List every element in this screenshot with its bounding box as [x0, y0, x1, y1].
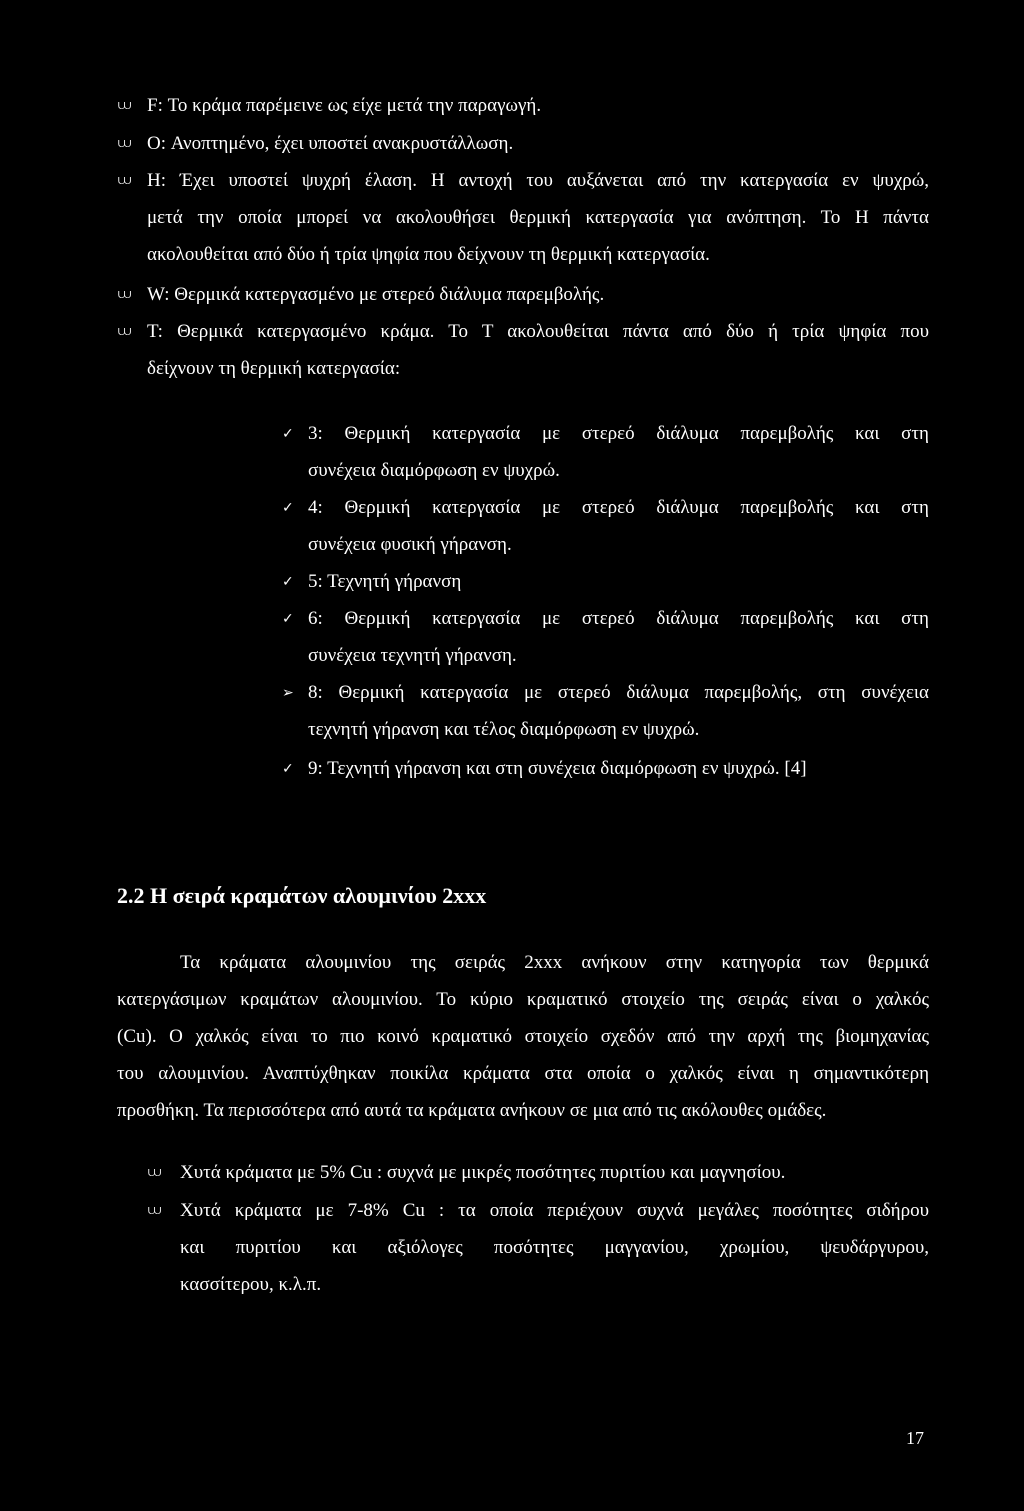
- group-2-line-2: και πυριτίου και αξιόλογες ποσότητες μαγγανίου, χρωμίου, ψευδάργυρου,: [180, 1237, 929, 1258]
- check-icon: ✓: [282, 500, 294, 516]
- bullet-icon: ⩊: [118, 287, 132, 302]
- paragraph-line-5: προσθήκη. Τα περισσότερα από αυτά τα κράματα ανήκουν σε μια από τις ακόλουθες ομάδες.: [117, 1100, 827, 1121]
- subtype-6-line-2: συνέχεια τεχνητή γήρανση.: [308, 645, 517, 666]
- group-2-line-1: Χυτά κράματα με 7-8% Cu : τα οποία περιέχουν συχνά μεγάλες ποσότητες σιδήρου: [180, 1200, 929, 1221]
- temper-t-line-1: T: Θερμικά κατεργασμένο κράμα. Το Τ ακολουθείται πάντα από δύο ή τρία ψηφία που: [147, 321, 929, 342]
- paragraph-line-2: κατεργάσιμων κραμάτων αλουμινίου. Το κύριο κραματικό στοιχείο της σειράς είναι ο χαλκός: [117, 989, 929, 1010]
- subtype-3-line-2: συνέχεια διαμόρφωση εν ψυχρώ.: [308, 460, 560, 481]
- paragraph-line-4: του αλουμινίου. Αναπτύχθηκαν ποικίλα κράματα στα οποία ο χαλκός είναι η σημαντικότερη: [117, 1063, 929, 1084]
- page-number: 17: [906, 1428, 924, 1448]
- bullet-icon: ⩊: [118, 136, 132, 151]
- bullet-icon: ⩊: [148, 1165, 162, 1180]
- subtype-6-line-1: 6: Θερμική κατεργασία με στερεό διάλυμα παρεμβολής και στη: [308, 608, 929, 629]
- group-1-line-1: Χυτά κράματα με 5% Cu : συχνά με μικρές ποσότητες πυριτίου και μαγνησίου.: [180, 1162, 786, 1183]
- subtype-4-line-1: 4: Θερμική κατεργασία με στερεό διάλυμα παρεμβολής και στη: [308, 497, 929, 518]
- subtype-3-line-1: 3: Θερμική κατεργασία με στερεό διάλυμα παρεμβολής και στη: [308, 423, 929, 444]
- subtype-9-line-1: 9: Τεχνητή γήρανση και στη συνέχεια διαμόρφωση εν ψυχρώ. [4]: [308, 758, 807, 779]
- temper-f-line-1: F: Το κράμα παρέμεινε ως είχε μετά την παραγωγή.: [147, 95, 542, 116]
- temper-h-line-1: H: Έχει υποστεί ψυχρή έλαση. Η αντοχή του αυξάνεται από την κατεργασία εν ψυχρώ,: [147, 170, 929, 191]
- bullet-icon: ⩊: [118, 173, 132, 188]
- group-2-line-3: κασσίτερου, κ.λ.π.: [180, 1274, 322, 1295]
- bullet-icon: ⩊: [118, 324, 132, 339]
- temper-h-line-2: μετά την οποία μπορεί να ακολουθήσει θερμική κατεργασία για ανόπτηση. Το Η πάντα: [147, 207, 929, 228]
- check-icon: ✓: [282, 761, 294, 777]
- check-icon: ✓: [282, 611, 294, 627]
- temper-h-line-3: ακολουθείται από δύο ή τρία ψηφία που δείχνουν τη θερμική κατεργασία.: [147, 244, 710, 265]
- subtype-4-line-2: συνέχεια φυσική γήρανση.: [308, 534, 512, 555]
- paragraph-line-3: (Cu). Ο χαλκός είναι το πιο κοινό κραματικό στοιχείο σχεδόν από την αρχή της βιομηχανίας: [117, 1026, 929, 1047]
- subtype-5-line-1: 5: Τεχνητή γήρανση: [308, 571, 462, 592]
- check-icon: ✓: [282, 574, 294, 590]
- temper-t-line-2: δείχνουν τη θερμική κατεργασία:: [147, 358, 401, 379]
- subtype-8-line-1: 8: Θερμική κατεργασία με στερεό διάλυμα παρεμβολής, στη συνέχεια: [308, 682, 929, 703]
- section-heading: 2.2 Η σειρά κραμάτων αλουμινίου 2xxx: [117, 883, 487, 908]
- check-icon: ✓: [282, 426, 294, 442]
- bullet-icon: ⩊: [118, 98, 132, 113]
- arrow-icon: ➢: [282, 685, 294, 701]
- bullet-icon: ⩊: [148, 1203, 162, 1218]
- temper-o-line-1: O: Ανοπτημένο, έχει υποστεί ανακρυστάλλωση.: [147, 133, 514, 154]
- subtype-8-line-2: τεχνητή γήρανση και τέλος διαμόρφωση εν ψυχρώ.: [308, 719, 700, 740]
- temper-w-line-1: W: Θερμικά κατεργασμένο με στερεό διάλυμα παρεμβολής.: [147, 284, 605, 305]
- paragraph-line-1: Τα κράματα αλουμινίου της σειράς 2xxx ανήκουν στην κατηγορία των θερμικά: [180, 952, 929, 973]
